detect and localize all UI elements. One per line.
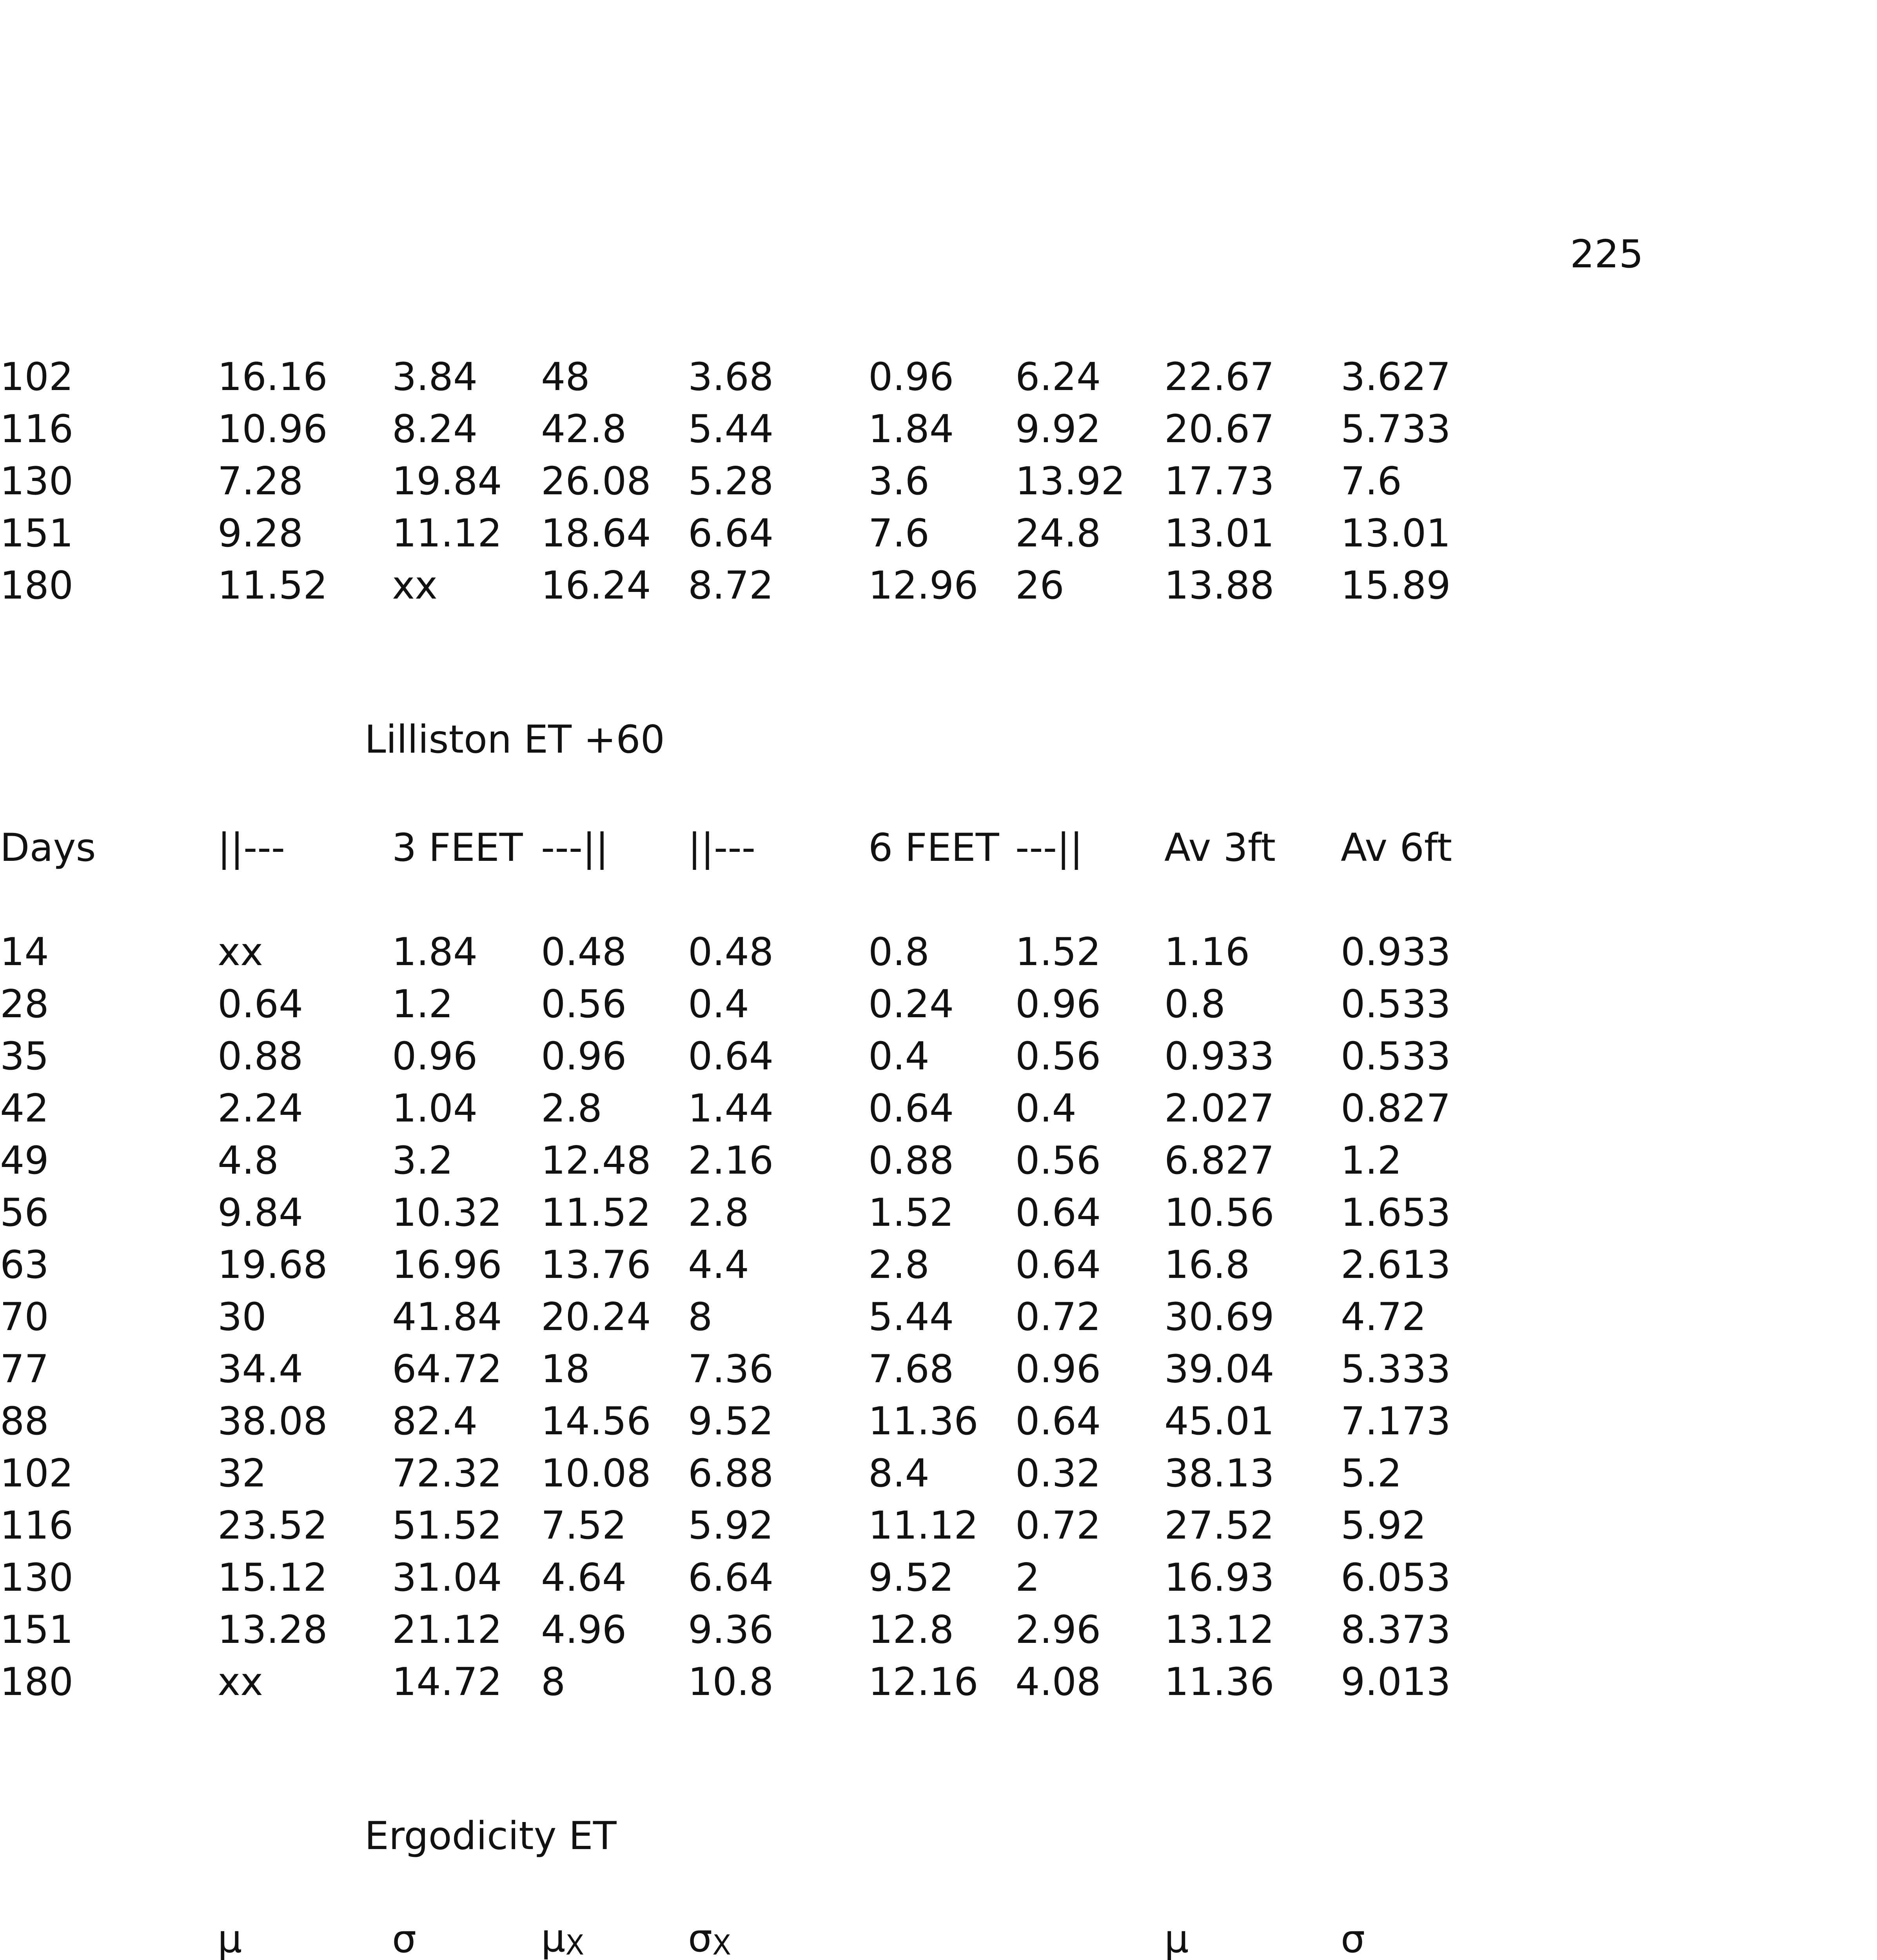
table-cell: 11.52 <box>218 563 328 608</box>
header-3-feet: 3 FEET <box>392 825 523 870</box>
table-cell: 5.92 <box>688 1503 774 1548</box>
table-cell: 0.96 <box>1015 1347 1101 1392</box>
table-cell: 4.8 <box>218 1138 279 1183</box>
table-cell: 8.373 <box>1341 1607 1451 1652</box>
table-cell: 0.56 <box>1015 1034 1101 1079</box>
table-row <box>0 1187 1877 1239</box>
table-cell: 18 <box>541 1347 590 1392</box>
table-cell: 5.92 <box>1341 1503 1427 1548</box>
table-cell: 0.48 <box>541 929 627 975</box>
table-cell: 82.4 <box>392 1399 478 1444</box>
table-cell: 26 <box>1015 563 1064 608</box>
table-cell: 56 <box>0 1190 49 1235</box>
table-cell: 20.67 <box>1164 407 1274 452</box>
table-cell: 180 <box>0 563 74 608</box>
table-cell: 14.72 <box>392 1659 502 1704</box>
header-sigma-water-table: σ <box>1341 1916 1365 1960</box>
table-cell: 19.68 <box>218 1242 328 1287</box>
table-cell: 0.64 <box>218 982 303 1027</box>
table-cell: 10.08 <box>541 1451 651 1496</box>
table-cell: 9.013 <box>1341 1659 1451 1704</box>
table-cell: 14 <box>0 929 49 975</box>
table-cell: 0.64 <box>1015 1190 1101 1235</box>
table-cell: 23.52 <box>218 1503 328 1548</box>
table-cell: 0.96 <box>541 1034 627 1079</box>
table-cell: 0.64 <box>1015 1242 1101 1287</box>
table-cell: 2.24 <box>218 1086 303 1131</box>
table-cell: 13.76 <box>541 1242 651 1287</box>
table-cell: 49 <box>0 1138 49 1183</box>
table-cell: 0.56 <box>1015 1138 1101 1183</box>
table-cell: 8.24 <box>392 407 478 452</box>
table-cell: 31.04 <box>392 1555 502 1600</box>
table-cell: 10.8 <box>688 1659 774 1704</box>
table-cell: 16.16 <box>218 354 328 399</box>
table-row <box>0 455 1877 507</box>
header-bracket-close: ---|| <box>541 825 609 870</box>
table-cell: 41.84 <box>392 1294 502 1339</box>
table-row <box>0 978 1877 1030</box>
table-cell: 1.44 <box>688 1086 774 1131</box>
table-cell: 0.88 <box>218 1034 303 1079</box>
table-cell: 9.84 <box>218 1190 303 1235</box>
table-cell: 11.52 <box>541 1190 651 1235</box>
table-cell: 77 <box>0 1347 49 1392</box>
table-cell: 8.4 <box>868 1451 929 1496</box>
table-cell: 0.32 <box>1015 1451 1101 1496</box>
table-cell: 9.92 <box>1015 407 1101 452</box>
table-cell: 1.52 <box>1015 929 1101 975</box>
table-cell: 12.48 <box>541 1138 651 1183</box>
table-cell: 17.73 <box>1164 459 1274 504</box>
table-cell: 26.08 <box>541 459 651 504</box>
table-cell: 30.69 <box>1164 1294 1274 1339</box>
table-header-row <box>0 822 1877 874</box>
table-cell: 63 <box>0 1242 49 1287</box>
table-cell: 3.6 <box>868 459 929 504</box>
table-cell: 1.653 <box>1341 1190 1451 1235</box>
table-cell: 4.08 <box>1015 1659 1101 1704</box>
table-cell: 2.96 <box>1015 1607 1101 1652</box>
table-row <box>0 1499 1877 1552</box>
table-cell: 0.72 <box>1015 1503 1101 1548</box>
table-cell: 9.52 <box>868 1555 954 1600</box>
table-cell: 13.92 <box>1015 459 1125 504</box>
table-cell: 0.8 <box>868 929 929 975</box>
table-cell: 0.24 <box>868 982 954 1027</box>
table-cell: 0.827 <box>1341 1086 1451 1131</box>
table-cell: 12.8 <box>868 1607 954 1652</box>
table-cell: 4.72 <box>1341 1294 1427 1339</box>
table-cell: 130 <box>0 1555 74 1600</box>
table-cell: 1.84 <box>392 929 478 975</box>
table-cell: 0.4 <box>868 1034 929 1079</box>
table-row <box>0 507 1877 559</box>
table-cell: 4.4 <box>688 1242 749 1287</box>
table-cell: 0.533 <box>1341 1034 1451 1079</box>
table-cell: 13.01 <box>1341 511 1451 556</box>
table-cell: 0.4 <box>688 982 749 1027</box>
table-cell: 88 <box>0 1399 49 1444</box>
table-cell: 30 <box>218 1294 267 1339</box>
table-cell: 7.6 <box>1341 459 1402 504</box>
table-cell: 0.4 <box>1015 1086 1076 1131</box>
table-cell: 0.933 <box>1164 1034 1274 1079</box>
table-row <box>0 1447 1877 1499</box>
table-cell: 2.8 <box>868 1242 929 1287</box>
table-cell: 34.4 <box>218 1347 303 1392</box>
table-cell: 102 <box>0 354 74 399</box>
table-cell: xx <box>218 1659 263 1704</box>
table-cell: 1.2 <box>392 982 453 1027</box>
table-cell: 42 <box>0 1086 49 1131</box>
table-cell: 0.933 <box>1341 929 1451 975</box>
table-row <box>0 1552 1877 1604</box>
table-header-row <box>0 1913 1877 1960</box>
table-cell: 7.173 <box>1341 1399 1451 1444</box>
table-cell: 8 <box>541 1659 566 1704</box>
table-row <box>0 1604 1877 1656</box>
table-cell: 10.32 <box>392 1190 502 1235</box>
table-cell: 1.16 <box>1164 929 1250 975</box>
section-title-ergodicity: Ergodicity ET <box>365 1814 617 1858</box>
table-row <box>0 351 1877 403</box>
table-cell: 72.32 <box>392 1451 502 1496</box>
table-cell: 130 <box>0 459 74 504</box>
table-row <box>0 1030 1877 1082</box>
table-cell: 48 <box>541 354 590 399</box>
table-cell: 15.89 <box>1341 563 1451 608</box>
continued-data-table <box>0 351 1877 612</box>
table-cell: 10.96 <box>218 407 328 452</box>
table-cell: 13.88 <box>1164 563 1274 608</box>
table-cell: 3.68 <box>688 354 774 399</box>
table-cell: 35 <box>0 1034 49 1079</box>
table-cell: 9.52 <box>688 1399 774 1444</box>
table-cell: 45.01 <box>1164 1399 1274 1444</box>
table-cell: 70 <box>0 1294 49 1339</box>
table-row <box>0 403 1877 455</box>
table-row <box>0 559 1877 612</box>
table-cell: 14.56 <box>541 1399 651 1444</box>
table-row <box>0 926 1877 978</box>
table-cell: 8.72 <box>688 563 774 608</box>
table-cell: 116 <box>0 407 74 452</box>
page-number: 225 <box>1570 232 1644 277</box>
table-cell: 9.28 <box>218 511 303 556</box>
table-cell: 11.36 <box>868 1399 978 1444</box>
table-cell: 21.12 <box>392 1607 502 1652</box>
table-cell: 5.333 <box>1341 1347 1451 1392</box>
table-cell: 0.96 <box>868 354 954 399</box>
table-row <box>0 1082 1877 1134</box>
table-cell: 16.96 <box>392 1242 502 1287</box>
table-cell: 151 <box>0 511 74 556</box>
table-cell: 16.8 <box>1164 1242 1250 1287</box>
table-cell: 0.56 <box>541 982 627 1027</box>
table-cell: 0.64 <box>1015 1399 1101 1444</box>
table-cell: xx <box>392 563 437 608</box>
section-title-lilliston: Lilliston ET +60 <box>365 717 665 762</box>
table-cell: 18.64 <box>541 511 651 556</box>
header-sigma: σ <box>392 1916 417 1960</box>
table-cell: 8 <box>688 1294 713 1339</box>
table-cell: 38.08 <box>218 1399 328 1444</box>
table-cell: 7.52 <box>541 1503 627 1548</box>
table-cell: 6.827 <box>1164 1138 1274 1183</box>
ergodicity-et-table <box>0 1913 1877 1960</box>
table-cell: 28 <box>0 982 49 1027</box>
table-cell: 7.68 <box>868 1347 954 1392</box>
table-cell: 6.64 <box>688 1555 774 1600</box>
table-cell: 24.8 <box>1015 511 1101 556</box>
table-cell: 11.12 <box>868 1503 978 1548</box>
table-cell: 3.2 <box>392 1138 453 1183</box>
table-cell: 4.96 <box>541 1607 627 1652</box>
table-row <box>0 1395 1877 1447</box>
table-row <box>0 1239 1877 1291</box>
table-cell: 12.16 <box>868 1659 978 1704</box>
table-cell: 19.84 <box>392 459 502 504</box>
table-cell: 2 <box>1015 1555 1040 1600</box>
table-cell: 0.533 <box>1341 982 1451 1027</box>
table-cell: 39.04 <box>1164 1347 1274 1392</box>
table-cell: 6.64 <box>688 511 774 556</box>
table-cell: 6.053 <box>1341 1555 1451 1600</box>
header-mu-x: $\mu_X$ <box>541 1916 585 1960</box>
table-cell: 12.96 <box>868 563 978 608</box>
table-cell: 20.24 <box>541 1294 651 1339</box>
header-mu-water-table: μ <box>1164 1916 1189 1960</box>
table-cell: 32 <box>218 1451 267 1496</box>
table-cell: 9.36 <box>688 1607 774 1652</box>
table-row <box>0 1291 1877 1343</box>
table-cell: 151 <box>0 1607 74 1652</box>
table-row <box>0 1134 1877 1187</box>
table-cell: 11.36 <box>1164 1659 1274 1704</box>
table-cell: 2.613 <box>1341 1242 1451 1287</box>
header-days: Days <box>0 825 96 870</box>
table-cell: 13.28 <box>218 1607 328 1652</box>
table-cell: 2.8 <box>688 1190 749 1235</box>
table-cell: 5.28 <box>688 459 774 504</box>
table-cell: 6.24 <box>1015 354 1101 399</box>
table-cell: 15.12 <box>218 1555 328 1600</box>
table-cell: 0.96 <box>392 1034 478 1079</box>
table-cell: 2.8 <box>541 1086 602 1131</box>
table-cell: 64.72 <box>392 1347 502 1392</box>
header-bracket-close: ---|| <box>1015 825 1083 870</box>
header-6-feet: 6 FEET <box>868 825 999 870</box>
table-cell: 7.6 <box>868 511 929 556</box>
table-cell: 1.52 <box>868 1190 954 1235</box>
table-cell: 102 <box>0 1451 74 1496</box>
header-bracket-open: ||--- <box>688 825 756 870</box>
table-cell: 0.48 <box>688 929 774 975</box>
table-cell: 0.72 <box>1015 1294 1101 1339</box>
table-cell: 2.027 <box>1164 1086 1274 1131</box>
table-cell: 13.12 <box>1164 1607 1274 1652</box>
table-cell: 16.24 <box>541 563 651 608</box>
table-cell: 0.64 <box>868 1086 954 1131</box>
table-cell: 16.93 <box>1164 1555 1274 1600</box>
table-cell: 116 <box>0 1503 74 1548</box>
header-bracket-open: ||--- <box>218 825 285 870</box>
table-cell: 0.88 <box>868 1138 954 1183</box>
table-cell: 42.8 <box>541 407 627 452</box>
table-cell: 3.84 <box>392 354 478 399</box>
table-cell: 4.64 <box>541 1555 627 1600</box>
table-cell: 11.12 <box>392 511 502 556</box>
table-cell: 38.13 <box>1164 1451 1274 1496</box>
header-mu: μ <box>218 1916 242 1960</box>
table-cell: 3.627 <box>1341 354 1451 399</box>
header-sigma-x: $\sigma_X$ <box>688 1916 732 1960</box>
header-av-3ft: Av 3ft <box>1164 825 1276 870</box>
table-cell: 22.67 <box>1164 354 1274 399</box>
table-cell: 51.52 <box>392 1503 502 1548</box>
table-cell: 5.733 <box>1341 407 1451 452</box>
table-cell: 6.88 <box>688 1451 774 1496</box>
table-cell: 27.52 <box>1164 1503 1274 1548</box>
table-cell: 180 <box>0 1659 74 1704</box>
table-cell: 0.64 <box>688 1034 774 1079</box>
spacer-row <box>0 874 1877 926</box>
table-cell: 1.2 <box>1341 1138 1402 1183</box>
table-cell: 1.84 <box>868 407 954 452</box>
table-cell: 7.28 <box>218 459 303 504</box>
header-av-6ft: Av 6ft <box>1341 825 1452 870</box>
table-row <box>0 1343 1877 1395</box>
table-cell: xx <box>218 929 263 975</box>
table-row <box>0 1656 1877 1708</box>
table-cell: 13.01 <box>1164 511 1274 556</box>
table-cell: 0.96 <box>1015 982 1101 1027</box>
table-cell: 10.56 <box>1164 1190 1274 1235</box>
table-cell: 5.2 <box>1341 1451 1402 1496</box>
table-cell: 5.44 <box>868 1294 954 1339</box>
table-cell: 7.36 <box>688 1347 774 1392</box>
table-cell: 5.44 <box>688 407 774 452</box>
table-cell: 2.16 <box>688 1138 774 1183</box>
lilliston-et-table <box>0 822 1877 1708</box>
table-cell: 1.04 <box>392 1086 478 1131</box>
table-cell: 0.8 <box>1164 982 1225 1027</box>
